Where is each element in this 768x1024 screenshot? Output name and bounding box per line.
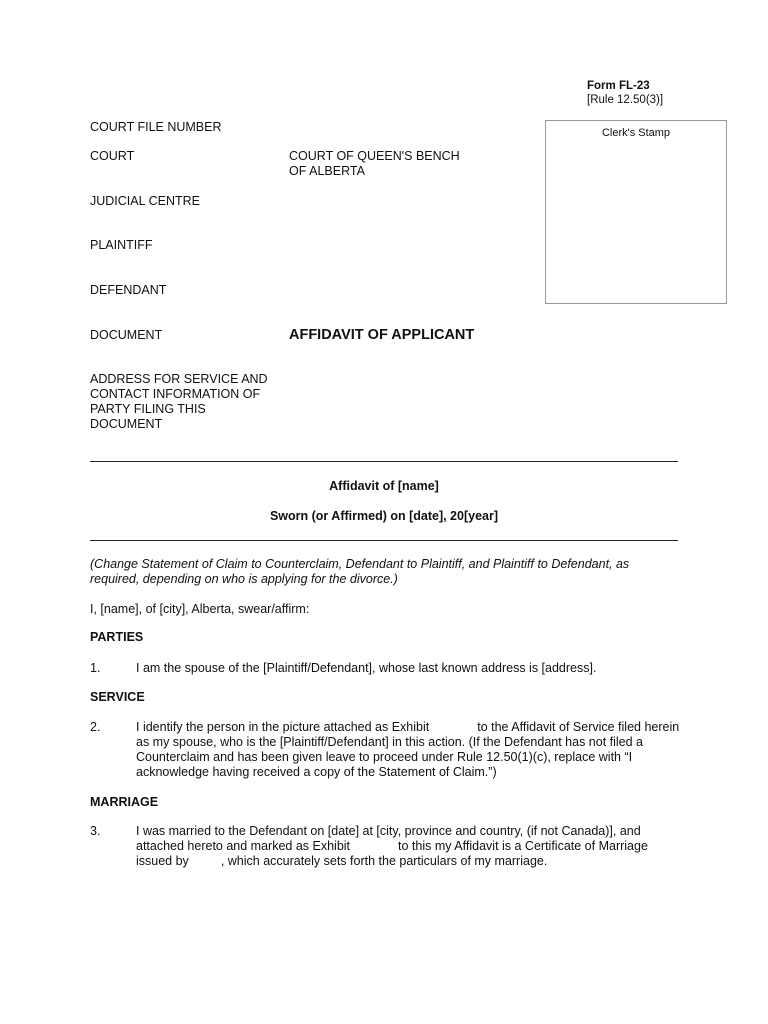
address-label-line: DOCUMENT	[90, 417, 163, 431]
form-number: Form FL-23	[587, 80, 650, 92]
marriage-text: issued by	[136, 854, 189, 868]
marriage-text: attached hereto and marked as Exhibit	[136, 839, 351, 853]
defendant-label: DEFENDANT	[90, 283, 167, 297]
instruction-line: required, depending on who is applying for the divorce.)	[90, 572, 398, 586]
clerks-stamp-label: Clerk's Stamp	[601, 127, 671, 139]
form-identifier	[587, 79, 663, 107]
plaintiff-label: PLAINTIFF	[90, 238, 153, 252]
document-title: AFFIDAVIT OF APPLICANT	[289, 327, 475, 343]
marriage-line	[136, 839, 681, 854]
service-line: acknowledge having received a copy of the Statement of Claim.”)	[136, 765, 497, 779]
service-line: as my spouse, who is the [Plaintiff/Defendant] in this action. (If the Defendant has not filed a	[136, 735, 644, 749]
judicial-centre-label: JUDICIAL CENTRE	[90, 194, 200, 208]
document-label: DOCUMENT	[90, 328, 163, 342]
marriage-paragraph	[136, 824, 681, 869]
address-label-line: PARTY FILING THIS	[90, 402, 206, 416]
address-for-service-label	[90, 372, 268, 432]
parties-heading: PARTIES	[90, 630, 144, 644]
court-label: COURT	[90, 149, 135, 163]
divider-bottom	[90, 540, 678, 541]
address-label-line: ADDRESS FOR SERVICE AND	[90, 372, 268, 386]
clerks-stamp-box	[545, 120, 727, 304]
marriage-line: I was married to the Defendant on [date] at [city, province and country, (if not Canada)], and	[136, 824, 641, 838]
intro-statement: I, [name], of [city], Alberta, swear/affirm:	[90, 602, 310, 616]
affidavit-sworn-line: Sworn (or Affirmed) on [date], 20[year]	[269, 509, 499, 523]
service-line: Counterclaim and has been given leave to proceed under Rule 12.50(1)(c), replace with “I	[136, 750, 633, 764]
form-rule: [Rule 12.50(3)]	[587, 94, 664, 106]
marriage-text: , which accurately sets forth the particulars of my marriage.	[220, 854, 548, 868]
paragraph-number: 1.	[90, 661, 101, 675]
marriage-text: to this my Affidavit is a Certificate of Marriage	[398, 839, 648, 853]
court-value-line: COURT OF QUEEN'S BENCH	[289, 149, 460, 163]
service-heading: SERVICE	[90, 690, 145, 704]
service-paragraph	[136, 720, 681, 780]
court-value	[289, 149, 460, 179]
service-line	[136, 720, 681, 735]
court-value-line: OF ALBERTA	[289, 164, 365, 178]
service-text: to the Affidavit of Service filed herein	[477, 720, 680, 734]
paragraph-number: 3.	[90, 824, 101, 838]
paragraph-number: 2.	[90, 720, 101, 734]
court-file-number-label: COURT FILE NUMBER	[90, 120, 222, 134]
marriage-heading: MARRIAGE	[90, 795, 159, 809]
affidavit-of-title: Affidavit of [name]	[329, 479, 439, 493]
divider-top	[90, 461, 678, 462]
address-label-line: CONTACT INFORMATION OF	[90, 387, 261, 401]
service-text: I identify the person in the picture attached as Exhibit	[136, 720, 430, 734]
instruction-note	[90, 557, 650, 587]
parties-paragraph: I am the spouse of the [Plaintiff/Defendant], whose last known address is [address].	[136, 661, 597, 675]
marriage-line	[136, 854, 681, 869]
instruction-line: (Change Statement of Claim to Counterclaim, Defendant to Plaintiff, and Plaintiff to Defendant, as	[90, 557, 630, 571]
